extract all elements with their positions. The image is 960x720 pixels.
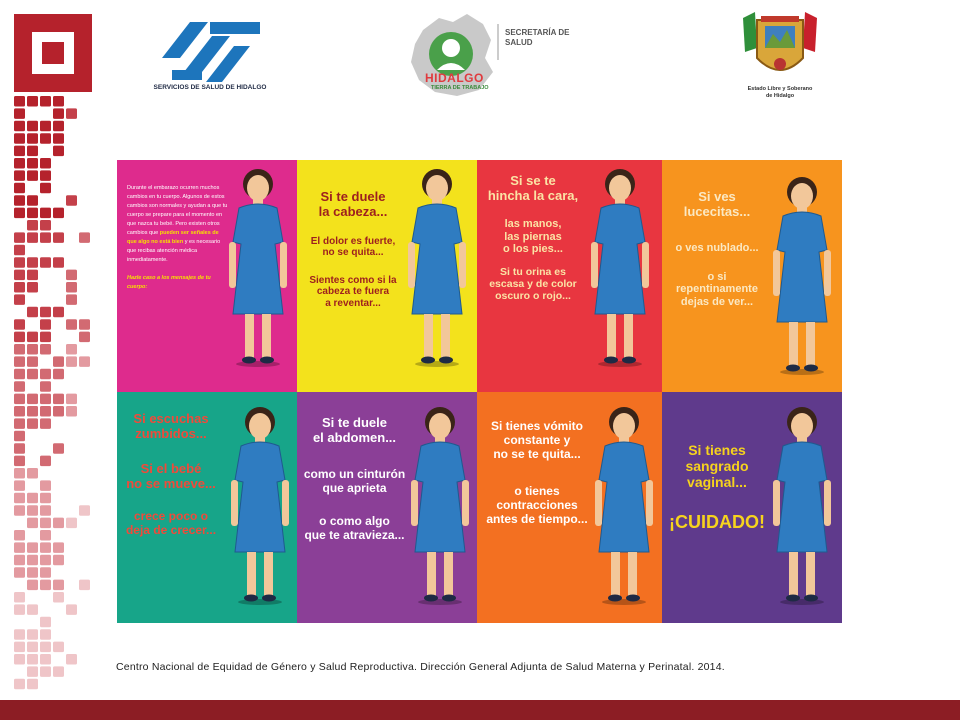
pregnant-woman-figure [225,402,295,607]
pixel-square [27,518,38,529]
pixel-square [40,394,51,405]
pixel-square [66,294,77,305]
pixel-square [53,96,64,107]
pixel-square [27,307,38,318]
intro-part1: Durante el embarazo ocurren muchos cambios en tu cuerpo. Algunos de estos cambios son normales y ayudan a que tu cuerpo se prepare para el momento en que nazca tu bebé. Pero existen otros cambios que [127,185,228,236]
panel-headache-text [307,190,399,309]
pixel-square [27,629,38,640]
pixel-square [14,567,25,578]
pixel-square [40,666,51,677]
pixel-square [14,493,25,504]
coat-of-arms-caption [735,86,825,100]
pixel-square [27,146,38,157]
pregnant-woman-figure [767,172,837,377]
pixel-square [40,629,51,640]
pixel-square [66,270,77,281]
bleeding-line-1: Si tienes [688,442,746,458]
pixel-square [40,158,51,169]
decorative-pixel-pattern [0,0,100,700]
pixel-square [14,332,25,343]
headache-line-7: a reventar... [325,297,381,309]
pixel-square [53,518,64,529]
logo-divider [497,24,499,60]
pixel-square [40,183,51,194]
pixel-square [53,542,64,553]
pixel-square [40,456,51,467]
pixel-square [14,257,25,268]
pixel-square [14,555,25,566]
pixel-square [66,108,77,119]
ssh-logo-mark [150,18,270,84]
panel-hearing [117,392,297,623]
pixel-square [66,344,77,355]
secretaria-salud-logo [405,10,580,102]
pixel-square [53,356,64,367]
hearing-line-6: deja de crecer... [125,522,217,537]
hearing-line-3: Si el bebé [140,460,202,476]
source-caption: Centro Nacional de Equidad de Género y Salud Reproductiva. Dirección General Adjunta de Salud Materna y Perinatal. 2014. [116,661,725,673]
abdomen-line-5: o como algo [319,514,390,529]
pixel-square [40,654,51,665]
pixel-square [27,642,38,653]
pixel-square [14,245,25,256]
coat-of-arms-icon [735,8,825,86]
pixel-square [40,518,51,529]
pixel-square [27,232,38,243]
pixel-square [14,642,25,653]
pixel-square [66,195,77,206]
pixel-square [40,418,51,429]
bleeding-line-4: ¡CUIDADO! [669,512,765,533]
vomit-line-4: o tienes [514,484,560,499]
panel-swelling [477,160,662,392]
pixel-square [66,356,77,367]
panel-abdomen-text [297,416,412,543]
pixel-square [27,394,38,405]
secretaria-title-line1: SECRETARÍA DE [505,28,570,37]
pixel-square [27,282,38,293]
pixel-square [27,170,38,181]
pixel-square [40,617,51,628]
pixel-square [27,257,38,268]
footer-bar [0,700,960,720]
brand-square-icon [14,14,92,92]
pixel-square [14,381,25,392]
bleeding-line-3: vaginal... [687,474,747,491]
pixel-square [27,406,38,417]
pixel-square [40,555,51,566]
swelling-line-5: o los pies... [503,243,563,256]
pixel-square [14,394,25,405]
intro-closing: Hazle caso a los mensajes de tu cuerpo: [127,275,211,290]
pregnant-woman-figure [402,164,472,369]
pregnant-woman-figure [767,402,837,607]
pixel-square [40,406,51,417]
hearing-line-4: no se mueve... [126,475,216,491]
swelling-line-6: Si tu orina es [500,265,566,278]
pixel-square [14,294,25,305]
pixel-square [40,96,51,107]
pixel-square [14,530,25,541]
headache-line-6: cabeza te fuera [316,286,390,298]
pixel-square [27,344,38,355]
pixel-square [53,394,64,405]
vomit-line-2: constante y [503,432,571,447]
panel-hearing-text [117,412,225,537]
secretaria-title-line2: SALUD [505,38,533,47]
panel-vision-text [662,190,772,308]
pixel-square [66,654,77,665]
pixel-square [14,183,25,194]
pixel-square [27,121,38,132]
warning-signs-poster [117,160,842,623]
pixel-square [40,369,51,380]
pixel-square [14,480,25,491]
ssh-logo-name: SERVICIOS DE SALUD DE HIDALGO [153,84,267,91]
pixel-square [66,518,77,529]
pixel-square [40,530,51,541]
pregnant-woman-figure [223,164,293,369]
pixel-square [27,418,38,429]
vomit-line-1: Si tienes vómito [490,419,584,433]
pixel-square [66,406,77,417]
vision-line-6: dejas de ver... [680,295,754,308]
panel-headache [297,160,477,392]
pixel-square [40,208,51,219]
pixel-square [40,580,51,591]
vomit-line-3: no se te quita... [493,446,581,461]
pixel-square [40,307,51,318]
pixel-square [53,133,64,144]
panel-abdomen [297,392,477,623]
pixel-square [14,344,25,355]
pixel-square [53,307,64,318]
pixel-square [40,257,51,268]
pixel-square [53,580,64,591]
pixel-square [14,96,25,107]
pixel-square [40,505,51,516]
hidalgo-wordmark: HIDALGO [425,71,484,85]
hearing-line-1: Si escuchas [133,411,209,426]
pixel-square [53,108,64,119]
bleeding-line-2: sangrado [685,458,749,475]
pixel-square [79,356,90,367]
swelling-line-7: escasa y de color [489,277,577,290]
panel-vision [662,160,842,392]
pixel-square [79,332,90,343]
hearing-line-2: zumbidos... [135,425,207,441]
pixel-square [27,604,38,615]
vomit-line-5: contracciones [496,498,578,513]
headache-line-4: no se quita... [322,247,384,259]
pixel-square [79,232,90,243]
pixel-square [14,629,25,640]
pixel-square [27,493,38,504]
vision-line-2: lucecitas... [683,203,751,219]
pixel-square [27,220,38,231]
ssh-logo [150,18,270,98]
pixel-square [53,146,64,157]
pixel-square [14,208,25,219]
abdomen-line-6: que te atravieza... [304,528,405,543]
pixel-square [27,542,38,553]
vision-line-5: repentinamente [676,283,758,296]
pixel-square [40,381,51,392]
panel-vomit [477,392,662,623]
pixel-square [27,505,38,516]
vision-line-4: o si [707,270,727,283]
pixel-square [53,592,64,603]
panel-bleeding-text [662,442,772,533]
swelling-line-3: las manos, [504,217,562,230]
pixel-square [14,604,25,615]
pixel-square [14,679,25,690]
pixel-square [14,319,25,330]
intro-text [127,184,229,292]
pixel-square [27,270,38,281]
pixel-square [40,220,51,231]
pixel-square [14,369,25,380]
pixel-square [40,121,51,132]
swelling-line-8: oscuro o rojo... [495,289,571,302]
pixel-square [40,344,51,355]
intro-part2: y es necesario que recibas atención médica inmediatamente. [127,239,221,263]
pixel-square [14,195,25,206]
pixel-square [66,282,77,293]
pixel-square [40,232,51,243]
hearing-line-5: crece poco o [133,508,209,523]
pixel-square [27,195,38,206]
pixel-square [14,121,25,132]
pixel-square [53,121,64,132]
abdomen-line-1: Si te duele [321,415,388,430]
pixel-square [27,96,38,107]
pixel-square [14,468,25,479]
pixel-square [14,170,25,181]
pixel-square [66,394,77,405]
coat-of-arms-caption-line2: de Hidalgo [765,93,795,99]
pixel-square [40,567,51,578]
pixel-square [40,493,51,504]
coat-of-arms-caption-line1: Estado Libre y Soberano [747,86,813,92]
pixel-square [14,456,25,467]
pixel-square [53,257,64,268]
pixel-square [14,282,25,293]
intro-highlight: pueden ser señales de que algo no está bien [127,230,219,245]
headache-line-2: la cabeza... [318,203,388,219]
pixel-square [27,133,38,144]
pixel-square [27,158,38,169]
pixel-square [79,319,90,330]
pixel-square [14,418,25,429]
pixel-square [40,480,51,491]
hidalgo-motto: TIERRA DE TRABAJO [431,85,489,91]
vomit-line-6: antes de tiempo... [486,511,588,526]
pixel-square [79,580,90,591]
abdomen-line-2: el abdomen... [312,429,397,445]
pixel-square [27,332,38,343]
pixel-square [27,356,38,367]
pixel-square [53,369,64,380]
pixel-square [27,369,38,380]
pixel-square [79,505,90,516]
panel-intro [117,160,297,392]
hidalgo-coat-of-arms [735,8,825,103]
abdomen-line-3: como un cinturón [303,466,406,481]
pixel-square [14,158,25,169]
pixel-square [14,108,25,119]
pixel-square [40,642,51,653]
pixel-square [27,654,38,665]
pixel-square [66,604,77,615]
pixel-square [14,146,25,157]
headache-line-3: El dolor es fuerte, [310,235,396,247]
pixel-square [40,170,51,181]
swelling-line-4: las piernas [504,230,562,243]
pixel-square [14,443,25,454]
pixel-square [53,443,64,454]
pixel-square [27,666,38,677]
vision-line-1: Si ves [698,189,736,204]
pixel-square [53,208,64,219]
pregnant-woman-figure [405,402,475,607]
pixel-square [40,332,51,343]
pixel-square [53,642,64,653]
pixel-square [14,270,25,281]
pixel-square [66,319,77,330]
pixel-square [53,555,64,566]
headache-line-1: Si te duele [320,189,386,204]
abdomen-line-4: que aprieta [322,480,387,495]
pregnant-woman-figure [589,402,659,607]
pixel-square [53,666,64,677]
pixel-square [14,133,25,144]
swelling-line-2: hincha la cara, [487,187,579,203]
pixel-square [27,468,38,479]
pixel-square [27,679,38,690]
pixel-square [14,654,25,665]
secretaria-title [505,28,575,48]
headache-line-5: Sientes como si la [309,274,397,286]
pregnant-woman-figure [585,164,655,369]
pixel-square [40,542,51,553]
pixel-square [14,356,25,367]
pixel-square [14,232,25,243]
pixel-square [14,505,25,516]
pixel-square [14,431,25,442]
pixel-square [27,208,38,219]
panel-bleeding [662,392,842,623]
pixel-square [27,580,38,591]
pixel-square [53,232,64,243]
pixel-square [40,133,51,144]
pixel-square [40,319,51,330]
swelling-line-1: Si se te [510,173,556,188]
panel-swelling-text [479,174,587,302]
pixel-square [27,567,38,578]
pixel-square [53,406,64,417]
pixel-square [14,542,25,553]
pixel-square [14,406,25,417]
vision-line-3: o ves nublado... [675,241,759,254]
pixel-square [14,592,25,603]
panel-vomit-text [477,420,597,527]
pixel-square [27,555,38,566]
